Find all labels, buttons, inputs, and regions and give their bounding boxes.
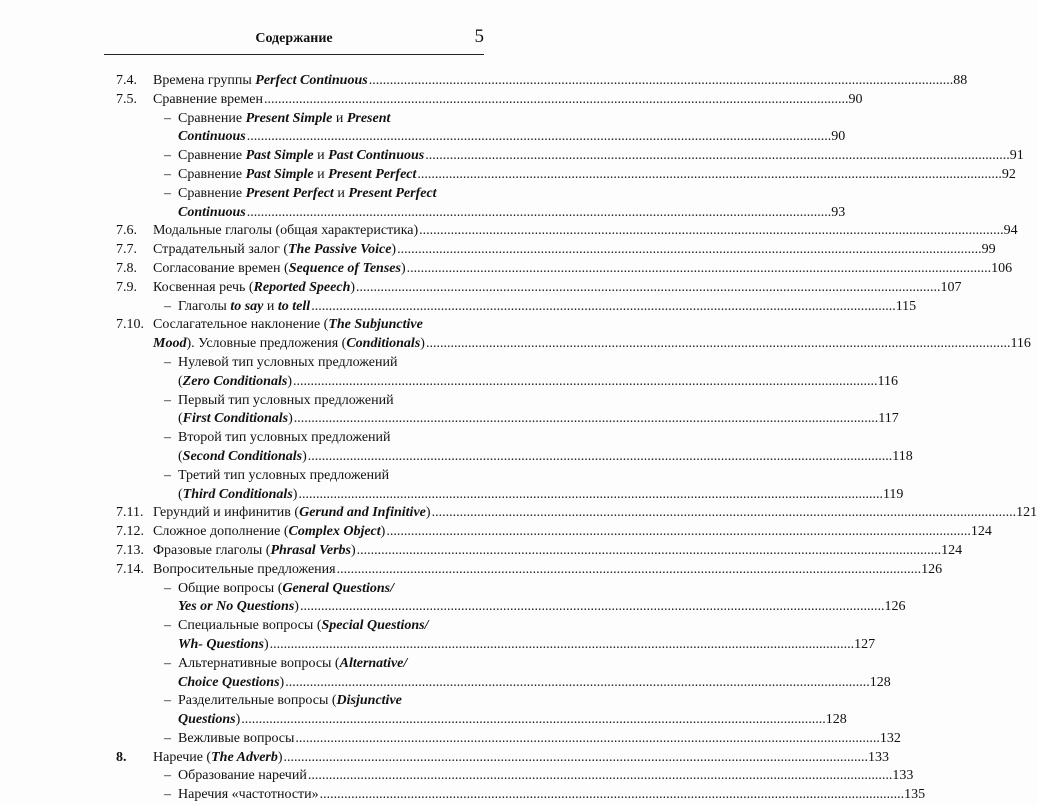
toc-entry-title: Модальные глаголы (общая характеристика) <box>153 223 419 239</box>
toc-entry-page: 128 <box>825 712 847 728</box>
toc-entry <box>116 298 917 317</box>
toc-entry-line <box>178 147 1024 166</box>
toc-leader-dots <box>297 486 883 505</box>
toc-entry <box>116 730 901 749</box>
toc-entry <box>116 429 476 448</box>
toc-entry-line <box>178 410 899 429</box>
toc-entry-title: Сослагательное наклонение (The Subjunctive <box>153 317 423 333</box>
toc-entry <box>116 692 476 711</box>
toc-entry-page: 106 <box>991 260 1013 276</box>
toc-entry-page: 135 <box>904 787 926 803</box>
toc-entry-page: 124 <box>941 542 963 558</box>
toc-entry <box>116 655 476 674</box>
toc-entry <box>116 260 1013 279</box>
toc-entry-title: Согласование времен (Sequence of Tenses) <box>153 260 406 276</box>
toc-entry-page: 88 <box>953 73 968 88</box>
toc-leader-dots <box>292 373 878 392</box>
toc-leader-dots <box>263 91 849 110</box>
toc-entry-line <box>153 523 992 542</box>
toc-entry <box>116 617 476 636</box>
toc-entry <box>116 598 906 617</box>
toc-entry <box>116 185 476 204</box>
toc-entry <box>116 467 476 486</box>
toc-entry-page: 133 <box>868 749 890 765</box>
toc-entry-title: Wh- Questions) <box>178 636 269 652</box>
toc-entry-page: 128 <box>869 674 891 690</box>
toc-entry-number: 7.6. <box>116 223 137 239</box>
toc-entry-line <box>153 561 943 580</box>
toc-entry-title: Фразовые глаголы (Phrasal Verbs) <box>153 542 356 558</box>
toc-leader-dots <box>310 298 896 317</box>
toc-entry-line <box>178 467 476 486</box>
toc-entry <box>116 166 1016 185</box>
toc-leader-dots <box>240 711 826 730</box>
toc-entry-page: 94 <box>1003 223 1018 239</box>
toc-entry-line <box>178 298 917 317</box>
toc-entry-line <box>153 749 890 768</box>
toc-entry-line <box>178 354 476 373</box>
toc-entry-title: Сравнение Present Simple и Present <box>178 110 391 126</box>
toc-entry-title: Глаголы to say и to tell <box>178 298 311 314</box>
toc-entry-page: 118 <box>892 448 913 464</box>
toc-entry-page: 133 <box>892 768 914 784</box>
toc-leader-dots <box>283 749 869 768</box>
toc-bullet-dash: – <box>164 430 171 446</box>
toc-entry-title: Второй тип условных предложений <box>178 430 391 446</box>
toc-entry <box>116 561 943 580</box>
toc-entry <box>116 711 847 730</box>
toc-entry-page: 126 <box>884 599 906 615</box>
toc-entry-line <box>178 580 476 599</box>
toc-leader-dots <box>269 636 855 655</box>
toc-leader-dots <box>246 128 832 147</box>
table-of-contents <box>116 72 1037 805</box>
toc-entry-title: Первый тип условных предложений <box>178 392 394 408</box>
toc-entry-title: Choice Questions) <box>178 674 285 690</box>
toc-entry <box>116 222 1018 241</box>
toc-leader-dots <box>418 222 1004 241</box>
toc-bullet-dash: – <box>164 298 171 314</box>
toc-entry-line <box>178 692 476 711</box>
toc-entry <box>116 279 962 298</box>
toc-entry-title: Общие вопросы (General Questions/ <box>178 580 394 596</box>
toc-entry-page: 119 <box>882 486 904 502</box>
toc-bullet-dash: – <box>164 787 171 803</box>
toc-entry-page: 132 <box>879 730 901 746</box>
toc-entry-page: 99 <box>981 242 996 258</box>
toc-leader-dots <box>336 561 922 580</box>
toc-entry <box>116 373 898 392</box>
toc-bullet-dash: – <box>164 580 171 596</box>
page-number: 5 <box>474 26 484 47</box>
toc-entry-page: 90 <box>848 91 863 107</box>
toc-bullet-dash: – <box>164 185 171 201</box>
toc-entry <box>116 392 476 411</box>
toc-entry-title: Continuous <box>178 204 246 220</box>
toc-entry <box>116 335 1031 354</box>
toc-entry-line <box>153 91 863 110</box>
toc-entry <box>116 448 913 467</box>
toc-entry <box>116 241 996 260</box>
toc-entry-line <box>178 448 913 467</box>
toc-bullet-dash: – <box>164 110 171 126</box>
toc-entry-page: 116 <box>1010 336 1031 352</box>
toc-entry-title: Третий тип условных предложений <box>178 467 390 483</box>
toc-entry-number: 7.13. <box>116 542 144 558</box>
toc-entry-line <box>178 166 1016 185</box>
toc-entry-title: Образование наречий <box>178 768 307 784</box>
toc-entry-line <box>153 260 1013 279</box>
toc-bullet-dash: – <box>164 148 171 164</box>
toc-entry-title: Косвенная речь (Reported Speech) <box>153 279 356 295</box>
toc-entry-page: 116 <box>877 373 898 389</box>
toc-entry-number: 7.7. <box>116 242 137 258</box>
toc-entry-number: 7.12. <box>116 524 144 540</box>
toc-entry-number: 7.11. <box>116 505 144 521</box>
toc-entry-title: Mood). Условные предложения (Conditionals) <box>153 336 425 352</box>
toc-leader-dots <box>385 523 971 542</box>
toc-leader-dots <box>406 260 992 279</box>
toc-entry-title: Сравнение Past Simple и Past Continuous <box>178 148 425 164</box>
toc-leader-dots <box>307 448 893 467</box>
toc-leader-dots <box>299 598 885 617</box>
toc-entry-page: 92 <box>1001 166 1016 182</box>
toc-entry-title: (Third Conditionals) <box>178 486 298 502</box>
toc-entry <box>116 110 476 129</box>
toc-entry <box>116 147 1024 166</box>
toc-entry <box>116 72 968 91</box>
toc-entry-number: 7.9. <box>116 279 137 295</box>
toc-bullet-dash: – <box>164 166 171 182</box>
toc-entry <box>116 542 963 561</box>
toc-entry-title: (Second Conditionals) <box>178 448 307 464</box>
toc-entry <box>116 674 891 693</box>
toc-entry-line <box>178 392 476 411</box>
toc-entry-title: Разделительные вопросы (Disjunctive <box>178 693 402 709</box>
toc-entry-page: 121 <box>1016 505 1037 521</box>
toc-entry-title: Вопросительные предложения <box>153 561 336 577</box>
toc-entry-page: 124 <box>970 524 992 540</box>
toc-entry-line <box>153 241 996 260</box>
toc-entry-line <box>153 279 962 298</box>
toc-entry <box>116 504 1037 523</box>
toc-entry-title: Сравнение времен <box>153 91 263 107</box>
toc-entry <box>116 91 863 110</box>
toc-leader-dots <box>356 542 942 561</box>
toc-leader-dots <box>284 674 870 693</box>
toc-entry-title: Наречия «частотности» <box>178 787 319 803</box>
toc-entry-line <box>178 730 901 749</box>
toc-bullet-dash: – <box>164 693 171 709</box>
toc-leader-dots <box>368 72 954 91</box>
toc-entry-title: Времена группы Perfect Continuous <box>153 73 368 88</box>
toc-entry-title: Нулевой тип условных предложений <box>178 354 398 370</box>
toc-entry-number: 7.5. <box>116 91 137 107</box>
toc-entry-number: 8. <box>116 749 127 765</box>
toc-leader-dots <box>425 335 1011 354</box>
toc-bullet-dash: – <box>164 768 171 784</box>
toc-entry-title: Сравнение Present Perfect и Present Perfect <box>178 185 437 201</box>
toc-entry <box>116 580 476 599</box>
toc-entry-line <box>178 204 846 223</box>
toc-entry-page: 91 <box>1009 148 1024 164</box>
toc-entry-title: Сравнение Past Simple и Present Perfect <box>178 166 417 182</box>
toc-entry-page: 115 <box>895 298 917 314</box>
toc-entry-title: Альтернативные вопросы (Alternative/ <box>178 655 408 671</box>
toc-entry <box>116 410 899 429</box>
toc-entry-title: Наречие (The Adverb) <box>153 749 283 765</box>
toc-entry-title: Сложное дополнение (Complex Object) <box>153 524 386 540</box>
toc-entry <box>116 767 914 786</box>
toc-leader-dots <box>424 147 1010 166</box>
toc-entry-title: Yes or No Questions) <box>178 599 299 615</box>
toc-leader-dots <box>307 767 893 786</box>
toc-entry <box>116 749 890 768</box>
toc-entry-line <box>178 767 914 786</box>
toc-entry-line <box>153 72 968 91</box>
toc-leader-dots <box>293 410 879 429</box>
page-header-title: Содержание <box>255 31 333 46</box>
toc-bullet-dash: – <box>164 618 171 634</box>
toc-entry-title: Вежливые вопросы <box>178 730 295 746</box>
toc-entry <box>116 636 876 655</box>
toc-entry-number: 7.14. <box>116 561 144 577</box>
toc-bullet-dash: – <box>164 354 171 370</box>
toc-entry-line <box>153 335 1031 354</box>
toc-leader-dots <box>294 730 880 749</box>
toc-entry-line <box>178 711 847 730</box>
toc-entry-line <box>178 128 846 147</box>
toc-entry <box>116 316 476 335</box>
toc-entry <box>116 523 992 542</box>
toc-entry-title: (Zero Conditionals) <box>178 373 292 389</box>
toc-entry-line <box>178 786 926 805</box>
toc-entry-line <box>153 542 963 561</box>
toc-entry-line <box>178 617 476 636</box>
toc-entry <box>116 354 476 373</box>
toc-bullet-dash: – <box>164 467 171 483</box>
toc-entry-title: (First Conditionals) <box>178 411 293 427</box>
toc-entry-page: 107 <box>940 279 962 295</box>
toc-entry-line <box>178 429 476 448</box>
toc-entry-line <box>153 504 1037 523</box>
toc-entry-line <box>178 185 476 204</box>
toc-entry-line <box>178 110 476 129</box>
toc-leader-dots <box>416 166 1002 185</box>
toc-entry-line <box>178 674 891 693</box>
toc-entry-number: 7.10. <box>116 317 144 333</box>
toc-entry-title: Questions) <box>178 712 241 728</box>
toc-entry-page: 93 <box>831 204 846 220</box>
toc-entry <box>116 128 846 147</box>
toc-entry-title: Герундий и инфинитив (Gerund and Infinitive) <box>153 505 431 521</box>
toc-entry-line <box>153 222 1018 241</box>
toc-entry-page: 90 <box>831 129 846 145</box>
toc-entry <box>116 486 904 505</box>
toc-bullet-dash: – <box>164 392 171 408</box>
toc-bullet-dash: – <box>164 730 171 746</box>
toc-entry-line <box>178 598 906 617</box>
toc-leader-dots <box>246 204 832 223</box>
toc-leader-dots <box>431 504 1017 523</box>
toc-entry-title: Специальные вопросы (Special Questions/ <box>178 618 429 634</box>
toc-entry-page: 127 <box>854 636 876 652</box>
toc-entry-line <box>153 316 476 335</box>
toc-entry-title: Страдательный залог (The Passive Voice) <box>153 242 397 258</box>
toc-entry-line <box>178 655 476 674</box>
toc-entry-title: Continuous <box>178 129 246 145</box>
toc-leader-dots <box>319 786 905 805</box>
toc-leader-dots <box>396 241 982 260</box>
toc-entry-number: 7.4. <box>116 73 137 88</box>
toc-bullet-dash: – <box>164 655 171 671</box>
toc-entry-page: 117 <box>878 411 899 427</box>
toc-leader-dots <box>355 279 941 298</box>
toc-entry-page: 126 <box>921 561 943 577</box>
toc-entry <box>116 786 926 805</box>
toc-entry-line <box>178 373 898 392</box>
toc-entry-number: 7.8. <box>116 260 137 276</box>
toc-entry-line <box>178 486 904 505</box>
toc-entry <box>116 204 846 223</box>
toc-entry-line <box>178 636 876 655</box>
page-header <box>104 28 484 55</box>
